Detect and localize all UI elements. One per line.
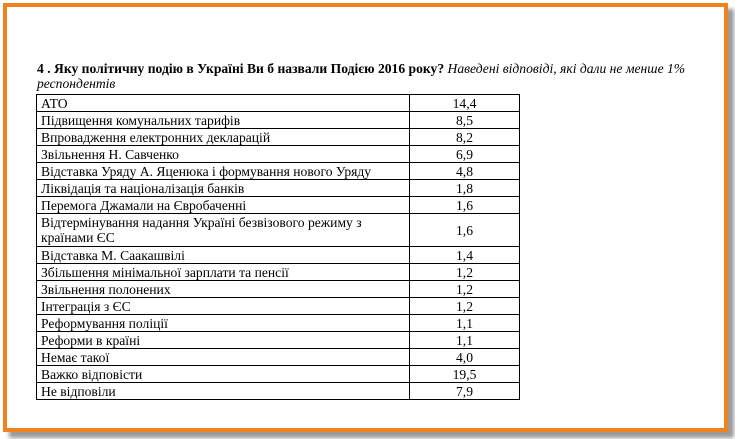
row-value: 4,8 [410,163,520,180]
row-label: Звільнення полонених [37,281,410,298]
row-value: 1,2 [410,264,520,281]
table-row [37,146,520,163]
table-row [37,163,520,180]
table-row [37,383,520,400]
table-row [37,281,520,298]
row-value: 1,6 [410,214,520,247]
question-text: Яку політичну подію в Україні Ви б назвали Подією 2016 року? [54,61,445,76]
table-row [37,315,520,332]
row-label: Збільшення мінімальної зарплати та пенсії [37,264,410,281]
question-heading [37,61,727,91]
row-value: 8,5 [410,112,520,129]
table-row [37,264,520,281]
question-note: Наведені відповіді, які дали не менше 1% респондентів [37,61,686,91]
row-value: 1,2 [410,298,520,315]
table-row [37,349,520,366]
row-value: 8,2 [410,129,520,146]
table-row [37,298,520,315]
row-label: Важко відповісти [37,366,410,383]
row-value: 19,5 [410,366,520,383]
table-row [37,247,520,264]
row-value: 1,8 [410,180,520,197]
row-label: Впровадження електронних декларацій [37,129,410,146]
row-label: Звільнення Н. Савченко [37,146,410,163]
row-value: 6,9 [410,146,520,163]
row-label: Підвищення комунальних тарифів [37,112,410,129]
table-row [37,332,520,349]
row-value: 1,6 [410,197,520,214]
row-label: АТО [37,95,410,112]
row-value: 1,1 [410,332,520,349]
row-value: 1,1 [410,315,520,332]
table-row [37,95,520,112]
row-value: 14,4 [410,95,520,112]
row-label: Реформи в країні [37,332,410,349]
row-label: Реформування поліції [37,315,410,332]
row-value: 1,2 [410,281,520,298]
row-label: Відставка М. Саакашвілі [37,247,410,264]
row-value: 7,9 [410,383,520,400]
row-label: Відтермінування надання Україні безвізового режиму з країнами ЄС [37,214,410,247]
table-row [37,129,520,146]
row-label: Перемога Джамали на Євробаченні [37,197,410,214]
table-row [37,197,520,214]
question-number: 4 . [37,61,51,76]
table-row [37,214,520,247]
table-row [37,366,520,383]
table-row [37,180,520,197]
row-label: Відставка Уряду А. Яценюка і формування нового Уряду [37,163,410,180]
results-table [36,94,520,400]
row-label: Інтеграція з ЄС [37,298,410,315]
row-value: 4,0 [410,349,520,366]
row-value: 1,4 [410,247,520,264]
row-label: Немає такої [37,349,410,366]
row-label: Ліквідація та націоналізація банків [37,180,410,197]
row-label: Не відповіли [37,383,410,400]
table-row [37,112,520,129]
